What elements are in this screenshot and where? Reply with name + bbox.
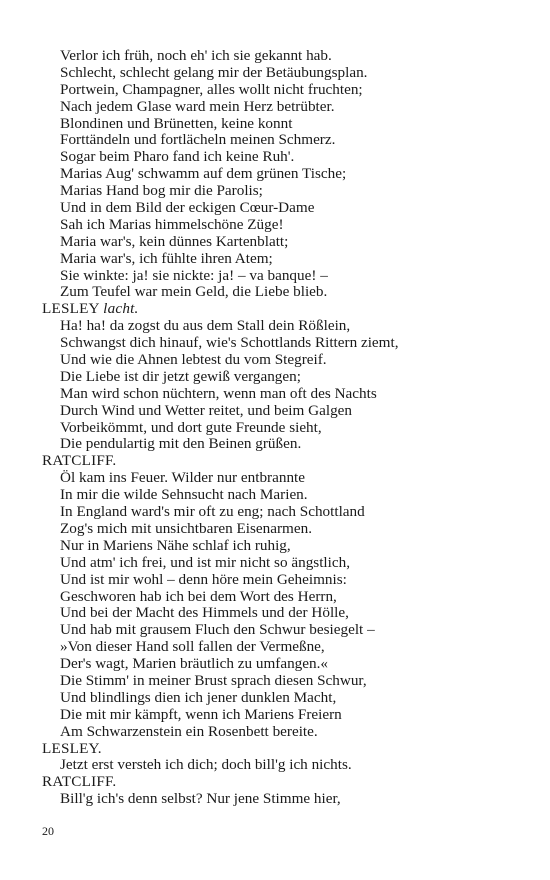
verse-line: Maria war's, ich fühlte ihren Atem; (60, 249, 273, 267)
speaker-name: LESLEY. (42, 739, 102, 757)
verse-line: Die Stimm' in meiner Brust sprach diesen Schwur, (60, 671, 367, 689)
speaker-name: RATCLIFF. (42, 773, 117, 791)
verse-line: Maria war's, kein dünnes Kartenblatt; (60, 232, 289, 250)
speaker-name: LESLEY (42, 300, 100, 318)
verse-line: Öl kam ins Feuer. Wilder nur entbrannte (60, 469, 306, 487)
verse-line: In mir die wilde Sehnsucht nach Marien. (60, 486, 308, 504)
verse-line: Marias Aug' schwamm auf dem grünen Tische; (60, 165, 347, 183)
verse-line: Die mit mir kämpft, wenn ich Mariens Freiern (60, 705, 342, 723)
verse-line: Portwein, Champagner, alles wollt nicht fruchten; (60, 80, 363, 98)
verse-line: Bill'g ich's denn selbst? Nur jene Stimme hier, (60, 790, 341, 808)
verse-line: Zum Teufel war mein Geld, die Liebe blieb. (60, 283, 328, 301)
verse-line: Und in dem Bild der eckigen Cœur-Dame (60, 199, 315, 217)
verse-line: Die Liebe ist dir jetzt gewiß vergangen; (60, 367, 301, 385)
verse-line: Und blindlings dien ich jener dunklen Macht, (60, 688, 337, 706)
speaker-line (42, 301, 512, 318)
speaker-line (42, 741, 512, 758)
speaker-line (42, 774, 512, 791)
page-text (42, 48, 512, 808)
verse-line: Schwangst dich hinauf, wie's Schottlands Rittern ziemt, (60, 334, 399, 352)
verse-line: Man wird schon nüchtern, wenn man oft des Nachts (60, 384, 377, 402)
verse-line: Sah ich Marias himmelschöne Züge! (60, 215, 284, 233)
verse-line: Und atm' ich frei, und ist mir nicht so ängstlich, (60, 553, 350, 571)
verse-line: Jetzt erst versteh ich dich; doch bill'g ich nichts. (60, 756, 352, 774)
verse-line: Marias Hand bog mir die Parolis; (60, 182, 263, 200)
verse-line: Sogar beim Pharo fand ich keine Ruh'. (60, 148, 295, 166)
speaker-line (42, 453, 512, 470)
verse-line: Forttändeln und fortlächeln meinen Schmerz. (60, 131, 336, 149)
verse-line: Schlecht, schlecht gelang mir der Betäubungsplan. (60, 63, 368, 81)
verse-line: Sie winkte: ja! sie nickte: ja! – va banque! – (60, 266, 328, 284)
verse-line: »Von dieser Hand soll fallen der Vermeßne, (60, 638, 325, 656)
verse-line: Blondinen und Brünetten, keine konnt (60, 114, 293, 132)
verse-line: Durch Wind und Wetter reitet, und beim Galgen (60, 401, 352, 419)
verse-line: In England ward's mir oft zu eng; nach Schottland (60, 503, 365, 521)
verse-line: Der's wagt, Marien bräutlich zu umfangen.« (60, 655, 329, 673)
verse-line: Geschworen hab ich bei dem Wort des Herrn, (60, 587, 337, 605)
verse-line: Und hab mit grausem Fluch den Schwur besiegelt – (60, 621, 375, 639)
verse-line: Vorbeikömmt, und dort gute Freunde sieht, (60, 418, 322, 436)
verse-line: Verlor ich früh, noch eh' ich sie gekannt hab. (60, 47, 332, 64)
page-number: 20 (42, 824, 54, 838)
verse-line: Und bei der Macht des Himmels und der Hölle, (60, 604, 349, 622)
verse-line: Nur in Mariens Nähe schlaf ich ruhig, (60, 536, 291, 554)
speaker-name: RATCLIFF. (42, 452, 117, 470)
verse-line: Am Schwarzenstein ein Rosenbett bereite. (60, 722, 318, 740)
verse-line: Die pendulartig mit den Beinen grüßen. (60, 435, 302, 453)
stage-direction: lacht. (103, 300, 139, 318)
verse-line: Nach jedem Glase ward mein Herz betrübter. (60, 97, 335, 115)
verse-line: Ha! ha! da zogst du aus dem Stall dein Rößlein, (60, 317, 351, 335)
verse-line: Und wie die Ahnen lebtest du vom Stegreif. (60, 351, 327, 369)
verse-line: Und ist mir wohl – denn höre mein Geheimnis: (60, 570, 347, 588)
verse-line: Zog's mich mit unsichtbaren Eisenarmen. (60, 519, 313, 537)
